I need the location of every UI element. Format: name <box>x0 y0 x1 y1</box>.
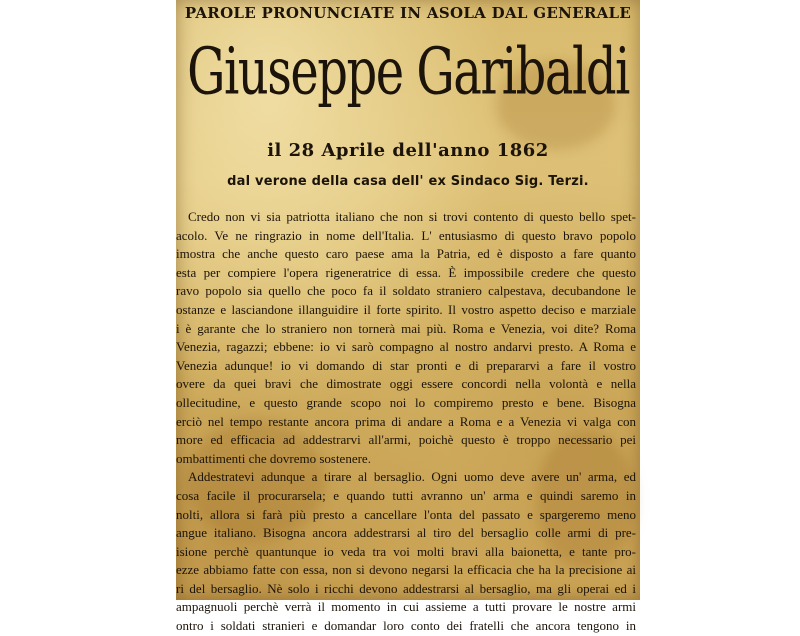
text-line: nolti, allora si farà più presto a cancellare l'onta del passato e spargeremo meno <box>176 506 636 522</box>
proclamation-body <box>176 208 640 636</box>
text-line: ravo popolo sia quello che poco fa il soldato straniero calpestava, decubandone le <box>176 283 636 299</box>
text-line: Addestratevi adunque a tirare al bersaglio. Ogni uomo deve avere un' arma, ed <box>188 469 636 485</box>
text-line: Venezia adunque! io vi domando di star pronti e di prepararvi a fare il vostro <box>176 357 636 373</box>
text-line: ollecitudine, e questo grande scopo noi lo compiremo presto e bene. Bisogna <box>176 394 636 410</box>
text-line: i è garante che lo straniero non tornerà mai più. Roma e Venezia, voi dite? Roma <box>176 320 636 336</box>
proclamation-place: dal verone della casa dell' ex Sindaco Sig. Terzi. <box>227 174 589 189</box>
text-line: ombattimenti che dovremo sostenere. <box>176 450 371 466</box>
text-line: more ed efficacia ad addestrarvi all'armi, poichè questo è troppo necessario pei <box>176 432 636 448</box>
text-line: isione perchè quantunque io veda tra voi molti bravi alla baionetta, e tante pro- <box>176 543 636 559</box>
text-line: erciò nel tempo restante ancora prima di andare a Roma e a Venezia vi valga con <box>176 413 636 429</box>
text-line: ezze abbiamo fatte con essa, non si devono negarsi la efficacia che ha la precisione ai <box>176 562 636 578</box>
text-line: overe da quei bravi che dimostrate oggi essere concordi nella volontà e nella <box>176 376 636 392</box>
text-line: imostra che anche questo caro paese ama la Patria, ed è disposto a fare quanto <box>176 246 636 262</box>
text-line: Credo non vi sia patriotta italiano che non si trovi contento di questo bello spet- <box>188 209 636 224</box>
scanned-proclamation <box>176 0 640 634</box>
text-line: ontro i soldati stranieri e domandar loro conto dei fratelli che ancora tengono in <box>176 618 636 634</box>
proclamation-header: PAROLE PRONUNCIATE IN ASOLA DAL GENERALE <box>184 4 632 22</box>
text-line: angue italiano. Bisogna ancora addestrarsi al tiro del bersaglio colle armi di pre- <box>176 525 636 541</box>
text-line: acolo. Ve ne ringrazio in nome dell'Italia. L' entusiasmo di questo bravo popolo <box>176 227 636 243</box>
text-line: ri del bersaglio. Nè solo i ricchi devono addestrarsi al bersaglio, ma gli operai ed i <box>176 580 636 596</box>
text-line: esta per compiere l'opera rigeneratrice di essa. È impossibile credere che questo <box>176 264 636 280</box>
text-line: ostanze e lasciandone illanguidire il forte spirito. Il vostro aspetto deciso e marziale <box>176 301 636 317</box>
text-line: cosa facile il procurarsela; e quando tutti avranno un' arma e quindi saremo in <box>176 487 636 503</box>
proclamation-date: il 28 Aprile dell'anno 1862 <box>267 140 549 161</box>
proclamation-name: Giuseppe Garibaldi <box>187 34 629 110</box>
text-line: ampagnuoli perchè verrà il momento in cui assieme a tutti provare le nostre armi <box>176 599 636 615</box>
text-line: Venezia, ragazzi; ebbene: io vi sarò compagno al nostro andarvi presto. A Roma e <box>176 339 636 355</box>
